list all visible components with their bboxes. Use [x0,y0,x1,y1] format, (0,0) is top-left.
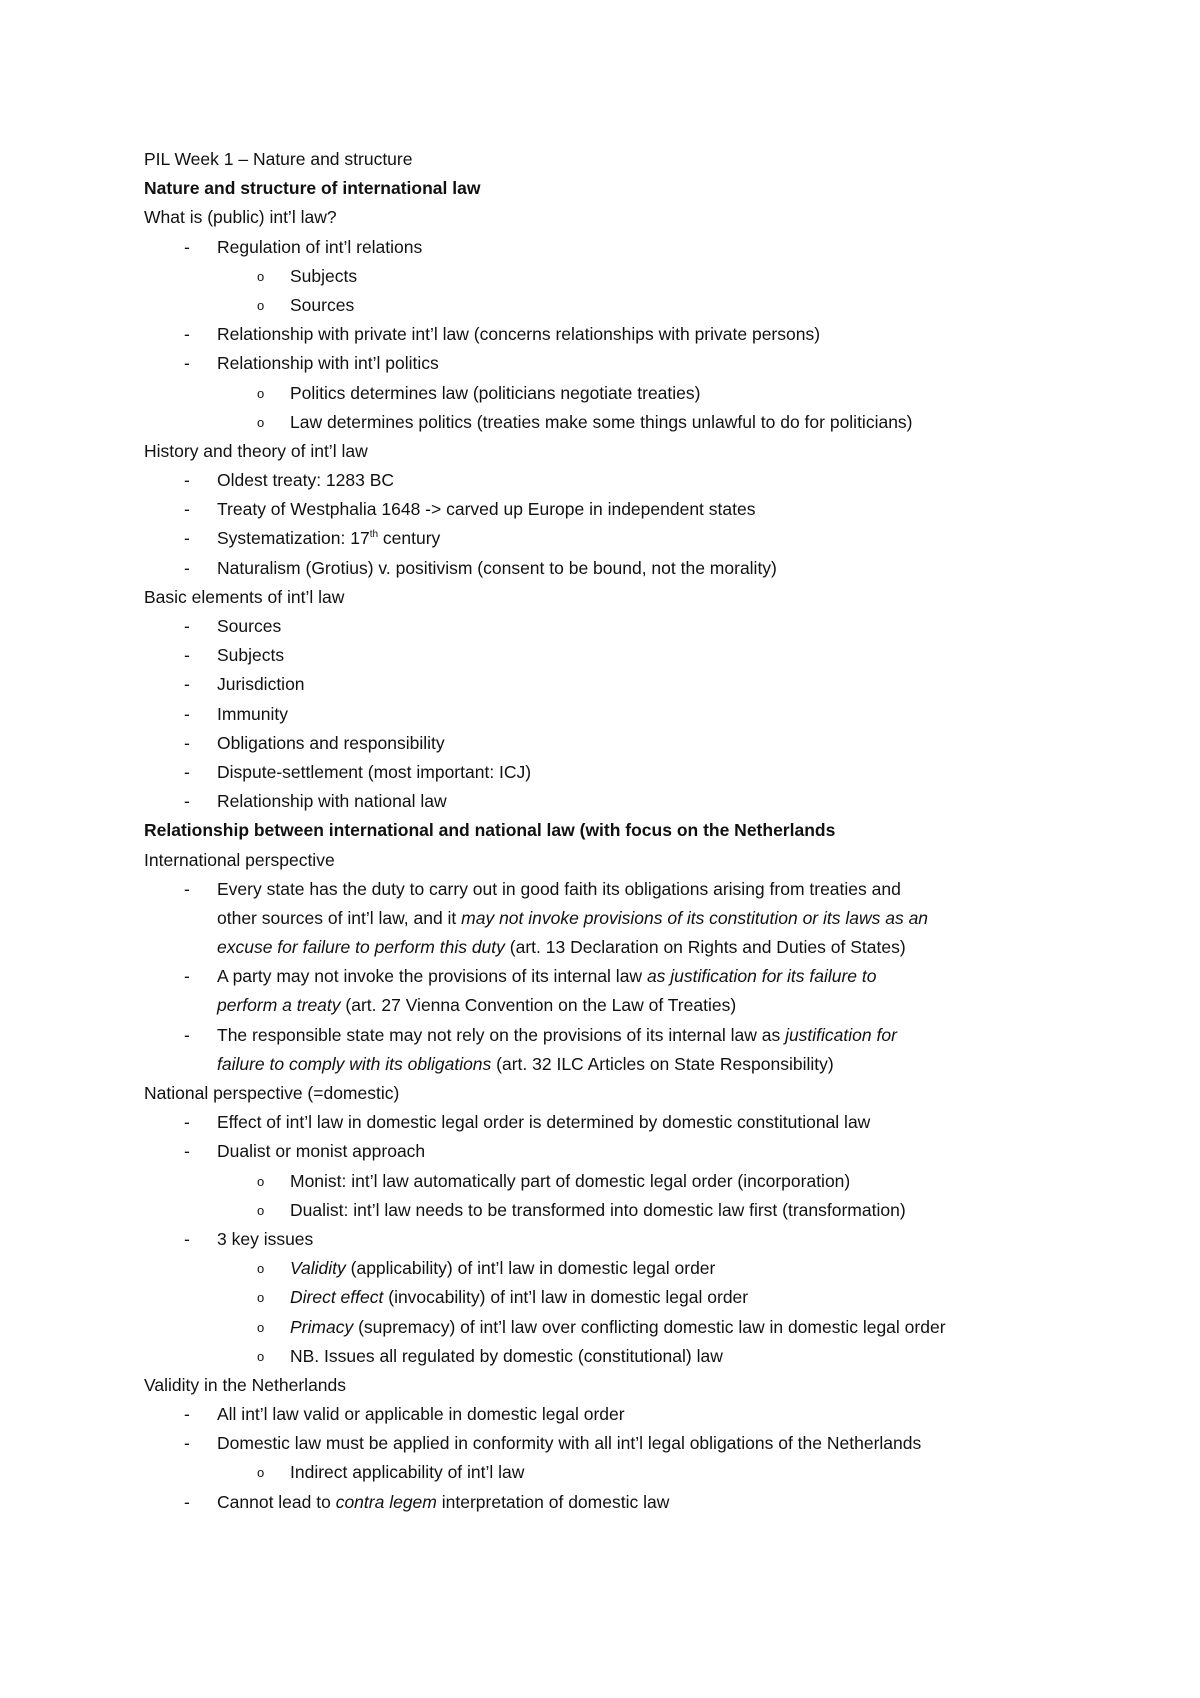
bullet-item [144,670,1084,699]
paragraph [144,846,1084,875]
text-run: Naturalism (Grotius) v. positivism (consent to be bound, not the morality) [217,557,777,578]
bullet-item [144,1225,1084,1254]
dash-bullet-marker: - [184,966,190,987]
text-run: Dualist: int’l law needs to be transformed into domestic law first (transformation) [290,1199,906,1220]
bullet-item [144,1021,1084,1050]
paragraph [144,583,1084,612]
text-run: Sources [217,616,282,636]
bullet-item [144,233,1084,262]
sub-bullet-item [144,379,1084,408]
bullet-item [144,1137,1084,1166]
text-run: Systematization: 17 [217,528,370,549]
text-run: Dualist or monist approach [217,1141,426,1162]
sub-bullet-item [144,1313,1084,1342]
paragraph [144,1079,1084,1108]
circle-bullet-marker: o [257,1290,265,1306]
bullet-item [144,787,1084,816]
paragraph [144,437,1084,466]
italic-text: failure to comply with its obligations [217,1053,492,1074]
text-run: Law determines politics (treaties make some things unlawful to do for politicians) [290,411,913,432]
text-run: A party may not invoke the provisions of its internal law [217,966,647,987]
dash-bullet-marker: - [184,1228,190,1249]
bullet-item [144,1488,1084,1517]
text-run: (supremacy) of int’l law over conflicting domestic law in domestic legal order [353,1316,946,1337]
text-run: Subjects [290,265,358,286]
text-run: (applicability) of int’l law in domestic legal order [345,1258,716,1279]
sub-bullet-item [144,262,1084,291]
italic-text: excuse for failure to perform this duty [217,937,505,958]
paragraph [144,1371,1084,1400]
bullet-item [144,349,1084,378]
text-run: Sources [290,294,355,315]
text-run: The responsible state may not rely on the provisions of its internal law as [217,1024,786,1045]
dash-bullet-marker: - [184,353,190,374]
bullet-item [144,758,1084,787]
text-run: Monist: int’l law automatically part of domestic legal order (incorporation) [290,1170,851,1191]
circle-bullet-marker: o [257,1348,265,1364]
text-run: International perspective [144,849,335,870]
circle-bullet-marker: o [257,385,265,401]
sub-bullet-item [144,1254,1084,1283]
dash-bullet-marker: - [184,674,190,695]
text-run: (art. 27 Vienna Convention on the Law of Treaties) [340,995,737,1016]
text-run: Obligations and responsibility [217,732,445,753]
text-run: Effect of int’l law in domestic legal order is determined by domestic constitutional law [217,1112,871,1133]
circle-bullet-marker: o [257,1202,265,1218]
text-run: Jurisdiction [217,674,305,695]
text-run: Cannot lead to [217,1491,336,1512]
dash-bullet-marker: - [184,791,190,812]
bullet-item [144,875,1084,904]
text-run: Treaty of Westphalia 1648 -> carved up Europe in independent states [217,499,756,520]
text-run: (invocability) of int’l law in domestic legal order [383,1287,749,1308]
text-run: (art. 13 Declaration on Rights and Duties of States) [504,937,906,958]
sub-bullet-item [144,408,1084,437]
dash-bullet-marker: - [184,557,190,578]
italic-text: may not invoke provisions of its constitution or its laws as an [461,907,929,928]
bullet-continuation [144,1050,1084,1079]
text-run: Subjects [217,645,285,666]
circle-bullet-marker: o [257,268,265,284]
dash-bullet-marker: - [184,1024,190,1045]
bullet-item [144,1400,1084,1429]
text-run: History and theory of int’l law [144,440,368,461]
dash-bullet-marker: - [184,616,190,636]
dash-bullet-marker: - [184,1433,190,1454]
dash-bullet-marker: - [184,1112,190,1133]
text-run: Indirect applicability of int’l law [290,1462,525,1483]
bullet-continuation [144,904,1084,933]
bullet-continuation [144,991,1084,1020]
text-run: interpretation of domestic law [436,1491,670,1512]
paragraph [144,145,1084,174]
text-run: 3 key issues [217,1228,314,1249]
dash-bullet-marker: - [184,1491,190,1512]
bullet-item [144,1429,1084,1458]
bullet-item [144,700,1084,729]
dash-bullet-marker: - [184,499,190,520]
dash-bullet-marker: - [184,645,190,666]
text-run: Domestic law must be applied in conformity with all int’l legal obligations of the Netherlands [217,1433,922,1454]
dash-bullet-marker: - [184,1404,190,1425]
superscript-text: th [369,529,379,541]
text-run: What is (public) int’l law? [144,207,337,228]
bullet-item [144,612,1084,641]
bold-text: Nature and structure of international law [144,178,481,199]
circle-bullet-marker: o [257,297,265,313]
document-body [144,145,1084,1517]
text-run: All int’l law valid or applicable in domestic legal order [217,1404,625,1425]
dash-bullet-marker: - [184,324,190,345]
bullet-item [144,962,1084,991]
text-run: Relationship with private int’l law (concerns relationships with private persons) [217,324,821,345]
italic-text: justification for [785,1024,897,1045]
dash-bullet-marker: - [184,1141,190,1162]
text-run: Politics determines law (politicians negotiate treaties) [290,382,701,403]
text-run: Dispute-settlement (most important: ICJ) [217,761,532,782]
sub-bullet-item [144,1342,1084,1371]
text-run: Regulation of int’l relations [217,236,423,257]
circle-bullet-marker: o [257,1319,265,1335]
text-run: Basic elements of int’l law [144,586,345,607]
paragraph [144,203,1084,232]
circle-bullet-marker: o [257,414,265,430]
sub-bullet-item [144,1458,1084,1487]
italic-text: Primacy [290,1316,354,1337]
bullet-continuation [144,933,1084,962]
sub-bullet-item [144,1283,1084,1312]
italic-text: Validity [290,1258,346,1279]
dash-bullet-marker: - [184,703,190,724]
italic-text: perform a treaty [217,995,341,1016]
dash-bullet-marker: - [184,878,190,899]
text-run: Relationship with int’l politics [217,353,439,374]
dash-bullet-marker: - [184,761,190,782]
bullet-item [144,554,1084,583]
text-run: (art. 32 ILC Articles on State Responsibility) [491,1053,834,1074]
sub-bullet-item [144,1167,1084,1196]
dash-bullet-marker: - [184,528,190,549]
sub-bullet-item [144,291,1084,320]
circle-bullet-marker: o [257,1261,265,1277]
text-run: PIL Week 1 – Nature and structure [144,149,413,169]
circle-bullet-marker: o [257,1173,265,1189]
bullet-item [144,524,1084,553]
italic-text: contra legem [335,1491,437,1512]
section-heading [144,816,1084,845]
text-run: NB. Issues all regulated by domestic (constitutional) law [290,1345,723,1366]
dash-bullet-marker: - [184,470,190,491]
text-run: other sources of int’l law, and it [217,907,462,928]
text-run: Every state has the duty to carry out in good faith its obligations arising from treaties and [217,878,901,899]
bullet-item [144,320,1084,349]
text-run: Immunity [217,703,288,724]
bullet-item [144,466,1084,495]
italic-text: Direct effect [290,1287,384,1308]
italic-text: as justification for its failure to [646,966,877,987]
text-run: century [378,528,441,549]
bullet-item [144,729,1084,758]
text-run: National perspective (=domestic) [144,1083,400,1103]
circle-bullet-marker: o [257,1465,265,1481]
text-run: Oldest treaty: 1283 BC [217,470,395,491]
bullet-item [144,1108,1084,1137]
sub-bullet-item [144,1196,1084,1225]
text-run: Validity in the Netherlands [144,1374,347,1395]
section-heading [144,174,1084,203]
bullet-item [144,495,1084,524]
text-run: Relationship with national law [217,791,447,812]
dash-bullet-marker: - [184,236,190,257]
dash-bullet-marker: - [184,732,190,753]
bold-text: Relationship between international and national law (with focus on the Netherlands [144,820,836,841]
bullet-item [144,641,1084,670]
